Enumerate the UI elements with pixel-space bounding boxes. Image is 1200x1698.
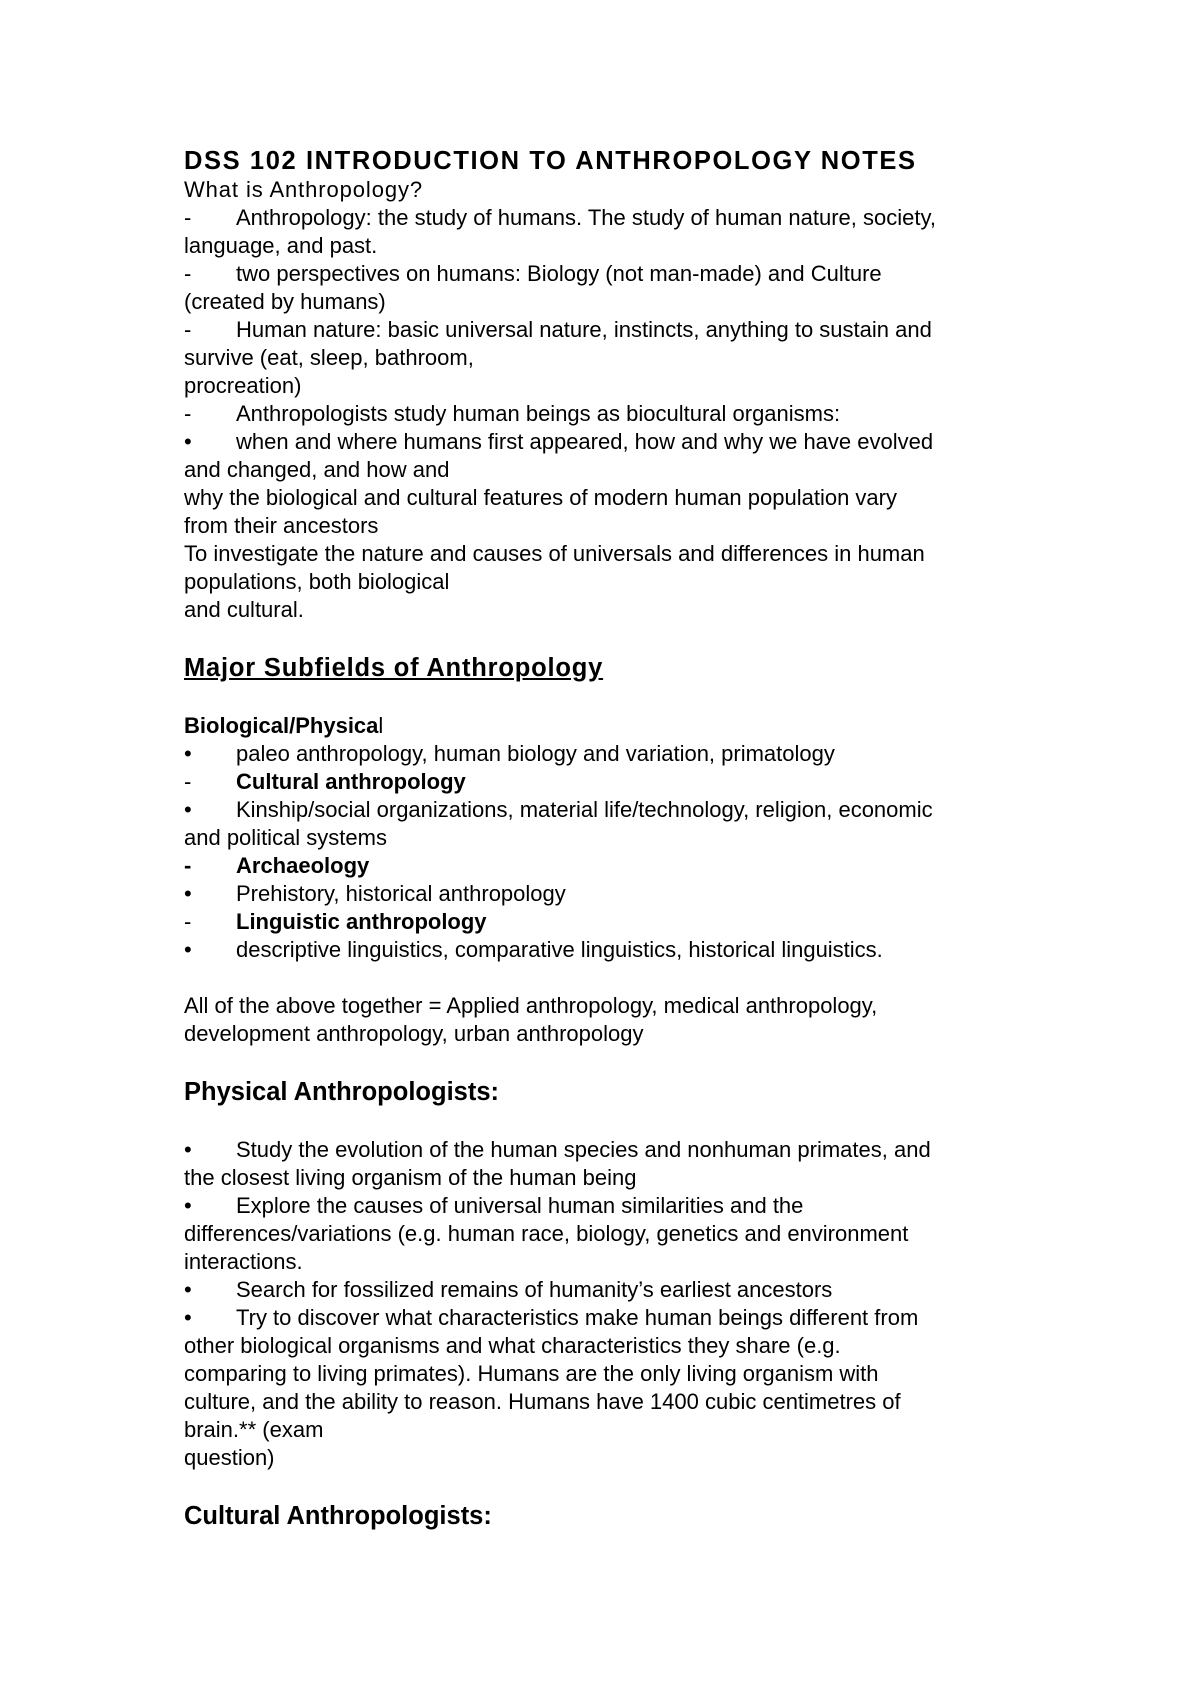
- physical-bullet-3: [184, 1276, 1044, 1304]
- intro-paragraph-cont: and cultural.: [184, 597, 304, 622]
- intro-text: Human nature: basic universal nature, instincts, anything to sustain and: [236, 317, 932, 342]
- intro-item-4: [184, 400, 1044, 428]
- subfield-bullet: [184, 880, 1044, 908]
- physical-text: Study the evolution of the human species and nonhuman primates, and: [236, 1137, 931, 1162]
- subfield-bullet: [184, 740, 1044, 768]
- physical-bullet-2: [184, 1192, 1044, 1220]
- applied-paragraph-cont: development anthropology, urban anthropology: [184, 1021, 644, 1046]
- dash-marker: -: [184, 909, 192, 934]
- bullet-marker: •: [184, 741, 192, 766]
- subfield-desc: descriptive linguistics, comparative linguistics, historical linguistics.: [236, 937, 883, 962]
- intro-item-1-cont: language, and past.: [184, 233, 378, 258]
- cultural-heading: Cultural Anthropologists:: [184, 1502, 492, 1530]
- subfield-biological: [184, 712, 1044, 740]
- document-title: DSS 102 INTRODUCTION TO ANTHROPOLOGY NOTES: [184, 147, 917, 175]
- intro-text: Anthropology: the study of humans. The study of human nature, society,: [236, 205, 936, 230]
- subfield-bullet-cont: and political systems: [184, 825, 387, 850]
- subfield-linguistic: [184, 908, 1044, 936]
- dash-marker: -: [184, 261, 192, 286]
- intro-item-3-cont: survive (eat, sleep, bathroom,: [184, 345, 474, 370]
- dash-marker: -: [184, 205, 192, 230]
- subfields-heading: Major Subfields of Anthropology: [184, 654, 604, 682]
- bullet-marker: •: [184, 797, 192, 822]
- subfield-desc: paleo anthropology, human biology and variation, primatology: [236, 741, 835, 766]
- intro-bullet-1: [184, 428, 1044, 456]
- subfield-label: Biological/Physica: [184, 713, 379, 738]
- physical-bullet-4-cont: question): [184, 1445, 275, 1470]
- spacer: [184, 684, 1044, 712]
- subfield-bullet: [184, 796, 1044, 824]
- physical-bullet-2-cont: interactions.: [184, 1249, 303, 1274]
- spacer: [184, 1472, 1044, 1500]
- subfield-bullet: [184, 936, 1044, 964]
- subfield-desc: Kinship/social organizations, material life/technology, religion, economic: [236, 797, 933, 822]
- subfield-label: Cultural anthropology: [236, 769, 466, 794]
- physical-bullet-2-cont: differences/variations (e.g. human race, biology, genetics and environment: [184, 1221, 909, 1246]
- physical-bullet-4-cont: other biological organisms and what characteristics they share (e.g.: [184, 1333, 841, 1358]
- dash-marker: -: [184, 769, 192, 794]
- bullet-marker: •: [184, 1137, 192, 1162]
- dash-marker: -: [184, 401, 192, 426]
- bullet-marker: •: [184, 1193, 192, 1218]
- document-page: [184, 146, 1044, 1532]
- subfield-label: Linguistic anthropology: [236, 909, 487, 934]
- intro-item-1: [184, 204, 1044, 232]
- intro-bullet-1-cont: and changed, and how and: [184, 457, 450, 482]
- applied-paragraph: All of the above together = Applied anthropology, medical anthropology,: [184, 993, 878, 1018]
- bullet-marker: •: [184, 429, 192, 454]
- bullet-marker: •: [184, 881, 192, 906]
- intro-item-2-cont: (created by humans): [184, 289, 386, 314]
- spacer: [184, 1048, 1044, 1076]
- physical-bullet-4-cont: culture, and the ability to reason. Humans have 1400 cubic centimetres of: [184, 1389, 901, 1414]
- intro-item-3: [184, 316, 1044, 344]
- spacer: [184, 1108, 1044, 1136]
- intro-item-3-cont: procreation): [184, 373, 302, 398]
- physical-bullet-1-cont: the closest living organism of the human being: [184, 1165, 637, 1190]
- bullet-marker: •: [184, 1277, 192, 1302]
- intro-paragraph-cont: populations, both biological: [184, 569, 450, 594]
- intro-text: two perspectives on humans: Biology (not man-made) and Culture: [236, 261, 882, 286]
- intro-text: Anthropologists study human beings as biocultural organisms:: [236, 401, 841, 426]
- intro-item-2: [184, 260, 1044, 288]
- bullet-marker: •: [184, 1305, 192, 1330]
- dash-marker: -: [184, 853, 192, 878]
- intro-bullet-1-cont: why the biological and cultural features of modern human population vary: [184, 485, 897, 510]
- section-question: What is Anthropology?: [184, 177, 424, 202]
- bullet-marker: •: [184, 937, 192, 962]
- physical-bullet-4-cont: brain.** (exam: [184, 1417, 324, 1442]
- physical-text: Try to discover what characteristics make human beings different from: [236, 1305, 919, 1330]
- physical-bullet-4: [184, 1304, 1044, 1332]
- spacer: [184, 964, 1044, 992]
- subfield-archaeology: [184, 852, 1044, 880]
- physical-bullet-1: [184, 1136, 1044, 1164]
- intro-paragraph: To investigate the nature and causes of universals and differences in human: [184, 541, 925, 566]
- physical-heading: Physical Anthropologists:: [184, 1078, 500, 1106]
- spacer: [184, 624, 1044, 652]
- intro-text: when and where humans first appeared, how and why we have evolved: [236, 429, 934, 454]
- physical-text: Search for fossilized remains of humanity’s earliest ancestors: [236, 1277, 833, 1302]
- subfield-label-tail: l: [378, 713, 384, 738]
- physical-text: Explore the causes of universal human similarities and the: [236, 1193, 804, 1218]
- subfield-label: Archaeology: [236, 853, 370, 878]
- physical-bullet-4-cont: comparing to living primates). Humans are the only living organism with: [184, 1361, 879, 1386]
- dash-marker: -: [184, 317, 192, 342]
- intro-bullet-1-cont: from their ancestors: [184, 513, 379, 538]
- subfield-cultural: [184, 768, 1044, 796]
- subfield-desc: Prehistory, historical anthropology: [236, 881, 566, 906]
